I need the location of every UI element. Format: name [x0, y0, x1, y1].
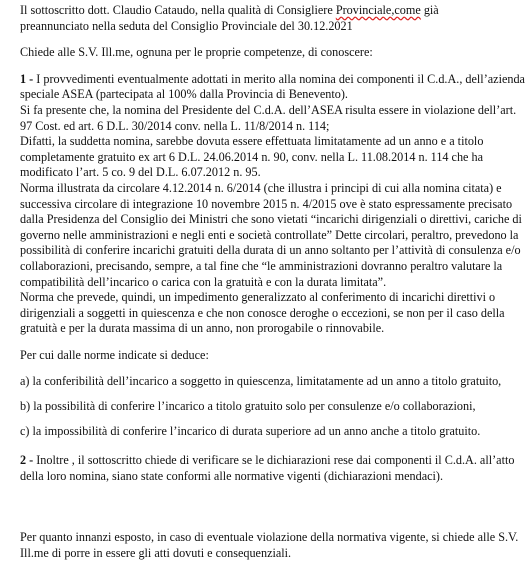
closing-paragraph: Per quanto innanzi esposto, in caso di eventuale violazione della normativa vigente, si chiede alle S.V. Ill.me di porre in essere gli atti dovuti e consequenziali.	[20, 530, 519, 561]
point1-paragraph-5: Norma che prevede, quindi, un impedimento generalizzato al conferimento di incarichi direttivi o dirigenziali a soggetti in quiescenza e che non conosce deroghe o eccezioni, se non per il caso della gratuità e per la durata massima di un anno, non prorogabile o rinnovabile.	[20, 290, 505, 336]
deduction-intro: Per cui dalle norme indicate si deduce:	[20, 347, 209, 362]
deduction-item-c: c) la impossibilità di conferire l’incarico di durata superiore ad un anno anche a titolo gratuito.	[20, 423, 481, 438]
point2-paragraph	[20, 453, 526, 484]
point1-paragraph-1	[20, 72, 526, 103]
intro-line1-tail: già	[420, 3, 439, 17]
spellcheck-underlined-word: Provinciale,come	[335, 3, 421, 17]
point1-paragraph-4: Norma illustrata da circolare 4.12.2014 n. 6/2014 (che illustra i principi di cui alla nomina citata) e successiva circolare di integrazione 10 novembre 2015 n. 4/2015 ove è stato espressamente precisato dalla Presidenza del Consiglio dei Ministri che sono vietati “incarichi dirigenziali o direttivi, cariche di governo nelle amministrazioni e negli enti e società controllate” Dette circolari, peraltro, prevedono la possibilità di conferire incarichi gratuiti della durata di un anno soltanto per l’attività di consulenza e/o collaborazioni, precisando, sempre, a tal fine che “le amministrazioni dovranno peraltro valutare la compatibilità dell’incarico o carica con la gratuità e con la durata limitata”.	[20, 180, 522, 289]
point1-text-1: I provvedimenti eventualmente adottati in merito alla nomina dei componenti il C.d.A., dell’azienda speciale ASEA (partecipata al 100% dalla Provincia di Benevento).	[20, 71, 525, 102]
point1-paragraph-2: Si fa presente che, la nomina del Presidente del C.d.A. dell’ASEA risulta essere in violazione dell’art. 97 Cost. ed art. 6 D.L. 30/2014 conv. nella L. 11/8/2014 n. 114;	[20, 102, 517, 133]
request-paragraph: Chiede alle S.V. Ill.me, ognuna per le proprie competenze, di conoscere:	[20, 45, 373, 60]
point1-number: 1 -	[20, 71, 34, 86]
intro-line1: Il sottoscritto dott. Claudio Cataudo, nella qualità di Consigliere	[20, 3, 336, 17]
intro-paragraph	[20, 3, 526, 34]
point2-text: Inoltre , il sottoscritto chiede di verificare se le dichiarazioni rese dai componenti il C.d.A. all’atto della loro nomina, siano state conformi alle normative vigenti (dichiarazioni mendaci).	[20, 453, 515, 483]
point1-paragraph-3: Difatti, la suddetta nomina, sarebbe dovuta essere effettuata limitatamente ad un anno e a titolo completamente gratuito ex art 6 D.L. 24.06.2014 n. 90, conv. nella L. 11.08.2014 n. 114 che ha modificato l’art. 5 co. 9 del D.L. 6.07.2012 n. 95.	[20, 134, 484, 180]
deduction-item-b: b) la possibilità di conferire l’incarico a titolo gratuito solo per consulenze e/o collaborazioni,	[20, 399, 476, 414]
intro-line2: preannunciato nella seduta del Consiglio Provinciale del 30.12.2021	[20, 18, 353, 33]
deduction-item-a: a) la conferibilità dell’incarico a soggetto in quiescenza, limitatamente ad un anno a titolo gratuito,	[20, 374, 502, 389]
point2-number: 2 -	[20, 453, 34, 468]
